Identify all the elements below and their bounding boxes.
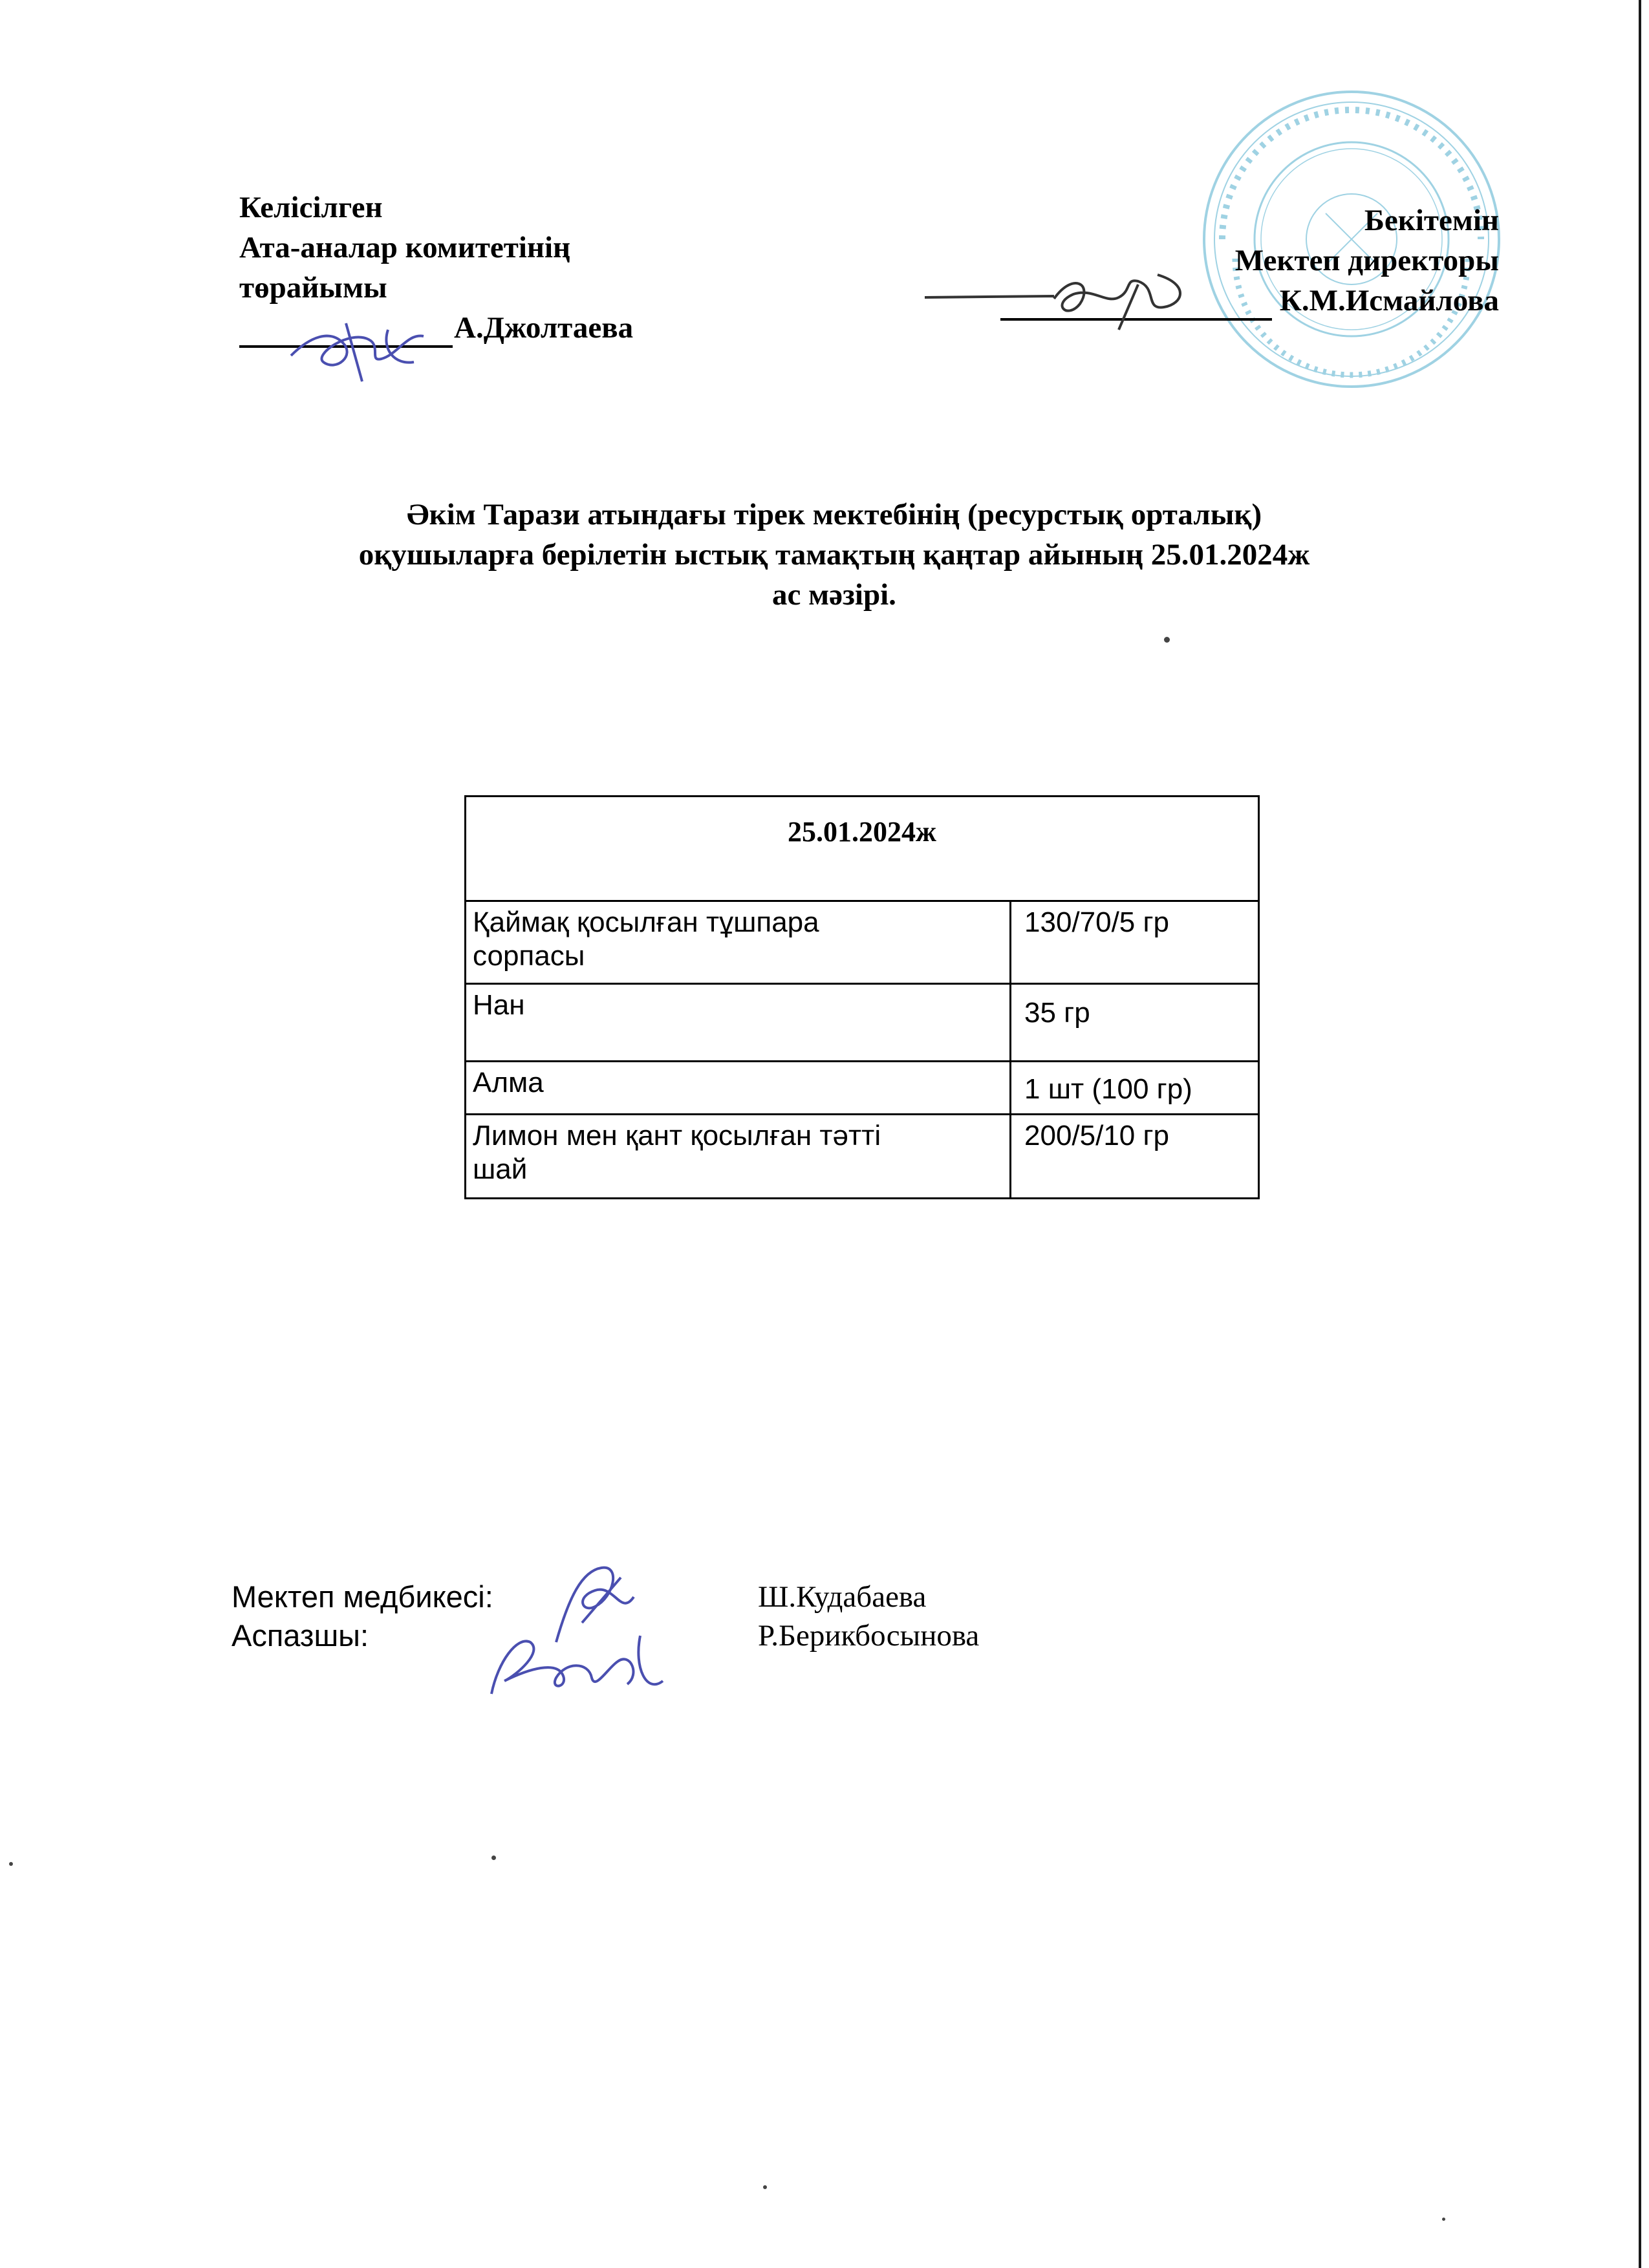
title-line-3: ас мәзірі. bbox=[772, 578, 896, 612]
scan-speck bbox=[9, 1862, 13, 1866]
chairperson-signature-icon bbox=[285, 310, 440, 388]
approved-label: Бекітемін bbox=[1364, 204, 1499, 237]
scan-speck bbox=[1164, 637, 1170, 643]
menu-item bbox=[466, 901, 1011, 984]
menu-table bbox=[464, 795, 1260, 1199]
staff-names bbox=[758, 1578, 979, 1655]
nurse-label: Мектеп медбикесі: bbox=[232, 1579, 493, 1614]
scan-edge-line bbox=[1639, 0, 1641, 2268]
menu-item-text: шай bbox=[473, 1153, 528, 1185]
nurse-name: Ш.Кудабаева bbox=[758, 1580, 927, 1614]
chairperson-name: А.Джолтаева bbox=[454, 311, 634, 345]
menu-qty bbox=[1011, 1062, 1259, 1115]
director-label: Мектеп директоры bbox=[1234, 244, 1499, 277]
menu-item-text: Нан bbox=[473, 989, 525, 1021]
table-row bbox=[466, 1062, 1259, 1115]
cook-signature-icon bbox=[479, 1623, 673, 1720]
table-row bbox=[466, 984, 1259, 1062]
menu-date-row bbox=[466, 797, 1259, 901]
menu-item-text: Алма bbox=[473, 1067, 544, 1098]
table-row bbox=[466, 1115, 1259, 1199]
scan-speck bbox=[763, 2185, 767, 2189]
cook-name: Р.Берикбосынова bbox=[758, 1619, 980, 1653]
director-signature-icon bbox=[925, 259, 1222, 336]
menu-item-text: Қаймақ қосылған тұшпара bbox=[473, 906, 819, 938]
menu-item bbox=[466, 984, 1011, 1062]
committee-label: Ата-аналар комитетінің bbox=[239, 231, 571, 264]
menu-item-text: Лимон мен қант қосылған тәтті bbox=[473, 1120, 881, 1151]
table-row bbox=[466, 901, 1259, 984]
scan-speck bbox=[491, 1856, 496, 1860]
document-title bbox=[194, 495, 1474, 615]
menu-qty-text: 1 шт (100 гр) bbox=[1024, 1073, 1192, 1105]
staff-labels bbox=[232, 1578, 493, 1655]
menu-item bbox=[466, 1062, 1011, 1115]
menu-item-text: сорпасы bbox=[473, 940, 585, 972]
agreed-label: Келісілген bbox=[239, 191, 383, 224]
menu-qty bbox=[1011, 984, 1259, 1062]
menu-qty: 200/5/10 гр bbox=[1011, 1115, 1259, 1199]
title-line-1: Әкім Тарази атындағы тірек мектебінің (ресурстық орталық) bbox=[406, 498, 1262, 531]
menu-qty: 130/70/5 гр bbox=[1011, 901, 1259, 984]
cook-label: Аспазшы: bbox=[232, 1618, 369, 1653]
chairperson-label: төрайымы bbox=[239, 271, 387, 305]
title-line-2: оқушыларға берілетін ыстық тамақтың қаңтар айының 25.01.2024ж bbox=[358, 538, 1310, 572]
menu-item bbox=[466, 1115, 1011, 1199]
director-name: К.М.Исмайлова bbox=[1279, 284, 1499, 317]
scan-speck bbox=[1442, 2218, 1445, 2221]
menu-date: 25.01.2024ж bbox=[466, 797, 1259, 901]
menu-qty-text: 35 гр bbox=[1024, 997, 1090, 1029]
